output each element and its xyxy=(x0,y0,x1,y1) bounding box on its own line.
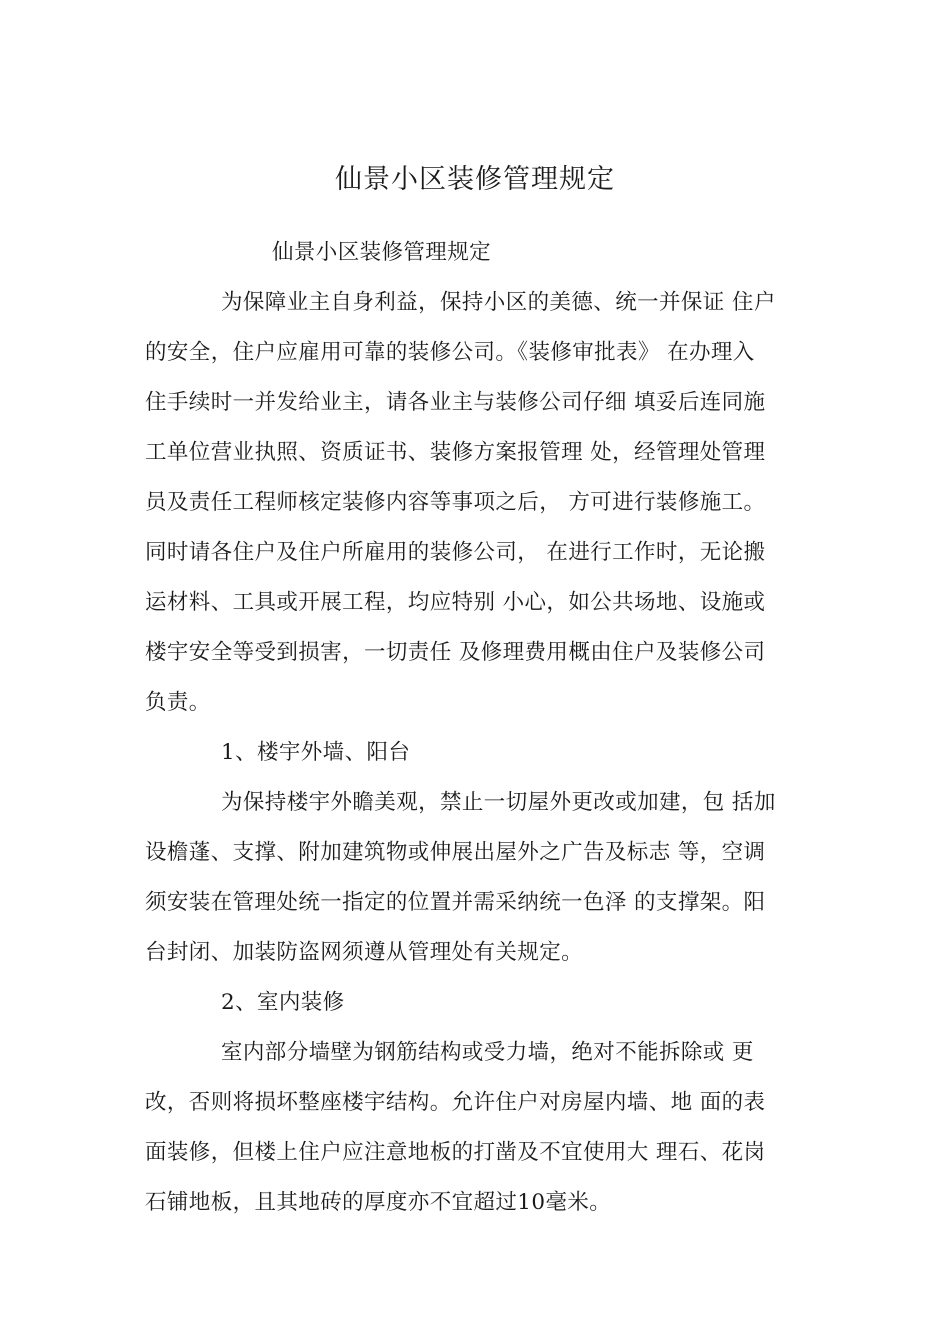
document-subtitle: 仙景小区装修管理规定 xyxy=(272,240,492,265)
body-line: 为保障业主自身利益，保持小区的美德、统一并保证 住户 xyxy=(221,290,776,315)
body-line: 运材料、工具或开展工程，均应特别 小心，如公共场地、设施或 xyxy=(145,590,766,615)
body-line: 须安装在管理处统一指定的位置并需采纳统一色泽 的支撑架。阳 xyxy=(145,890,766,915)
body-line: 楼宇安全等受到损害，一切责任 及修理费用概由住户及装修公司 xyxy=(145,640,766,665)
body-line: 石铺地板，且其地砖的厚度亦不宜超过10毫米。 xyxy=(145,1190,612,1215)
body-line: 室内部分墙壁为钢筋结构或受力墙，绝对不能拆除或 更 xyxy=(221,1040,754,1065)
body-line: 台封闭、加装防盗网须遵从管理处有关规定。 xyxy=(145,940,584,965)
body-line: 为保持楼宇外瞻美观，禁止一切屋外更改或加建，包 括加 xyxy=(221,790,776,815)
body-line: 住手续时一并发给业主，请各业主与装修公司仔细 填妥后连同施 xyxy=(145,390,766,415)
body-line: 的安全，住户应雇用可靠的装修公司。《装修审批表》 在办理入 xyxy=(145,340,755,365)
body-line: 设檐蓬、支撑、附加建筑物或伸展出屋外之广告及标志 等，空调 xyxy=(145,840,766,865)
section-heading: 1、楼宇外墙、阳台 xyxy=(221,740,411,765)
document-title: 仙景小区装修管理规定 xyxy=(335,164,615,195)
body-line: 工单位营业执照、资质证书、装修方案报管理 处，经管理处管理 xyxy=(145,440,766,465)
body-line: 改，否则将损坏整座楼宇结构。允许住户对房屋内墙、地 面的表 xyxy=(145,1090,766,1115)
body-line: 面装修，但楼上住户应注意地板的打凿及不宜使用大 理石、花岗 xyxy=(145,1140,766,1165)
document-body xyxy=(145,228,835,1228)
body-line: 同时请各住户及住户所雇用的装修公司， 在进行工作时，无论搬 xyxy=(145,540,766,565)
body-line: 负责。 xyxy=(145,690,211,715)
section-heading: 2、室内装修 xyxy=(221,990,345,1015)
body-line: 员及责任工程师核定装修内容等事项之后， 方可进行装修施工。 xyxy=(145,490,766,515)
